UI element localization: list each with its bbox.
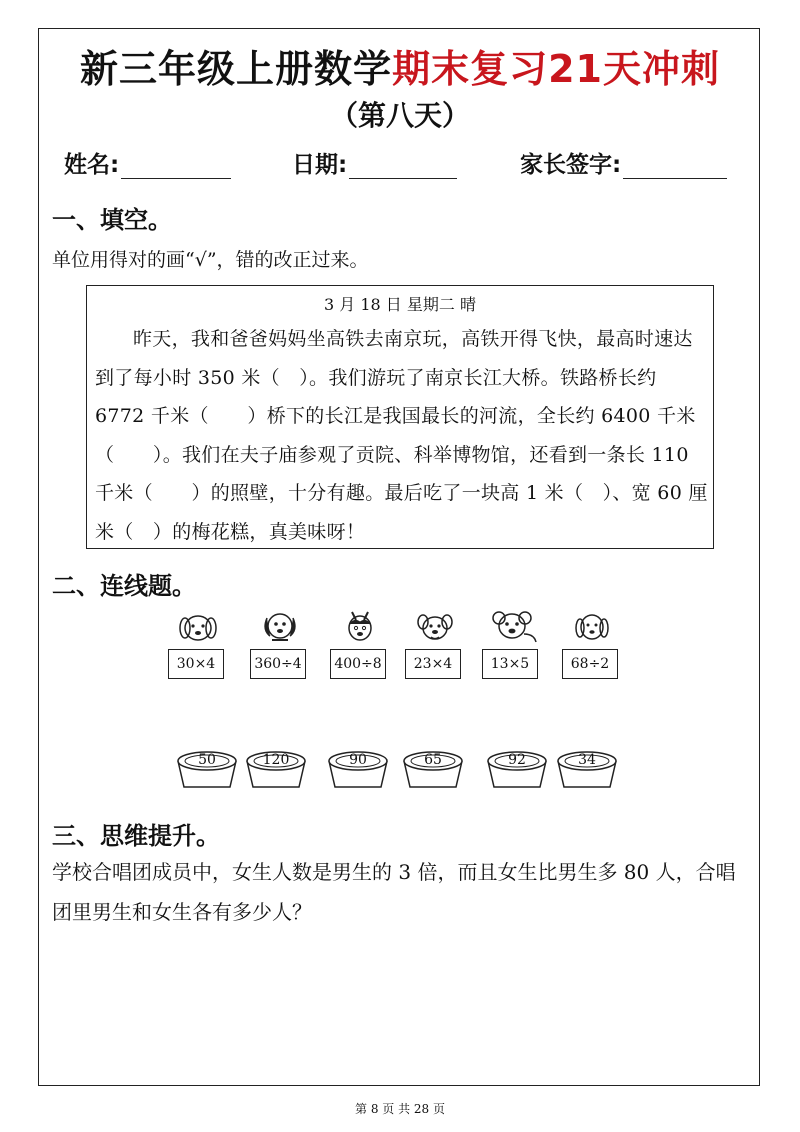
parent-signature-field[interactable] bbox=[520, 146, 727, 179]
thinking-problem: 学校合唱团成员中，女生人数是男生的 3 倍，而且女生比男生多 80 人，合唱团里男生和女生各有多少人？ bbox=[52, 860, 736, 924]
name-field[interactable] bbox=[64, 146, 231, 179]
expression-card: 23×4 bbox=[405, 649, 461, 679]
bowl-value: 34 bbox=[578, 752, 596, 768]
section-fill-blank-instruction: 单位用得对的画“√”，错的改正过来。 bbox=[52, 249, 369, 271]
expression-card: 13×5 bbox=[482, 649, 538, 679]
dog-icon bbox=[258, 604, 302, 648]
section-matching-heading: 二、连线题。 bbox=[52, 572, 196, 600]
date-field[interactable] bbox=[292, 146, 457, 179]
expression-card: 68÷2 bbox=[562, 649, 618, 679]
page-number: 第 8 页 共 28 页 bbox=[355, 1102, 445, 1116]
animal-card[interactable] bbox=[250, 604, 320, 684]
animal-row bbox=[0, 604, 800, 684]
bowl-card[interactable] bbox=[327, 749, 389, 791]
dog-icon bbox=[413, 604, 457, 648]
diary-box bbox=[86, 285, 714, 549]
name-blank[interactable] bbox=[121, 154, 231, 179]
bowl-value: 90 bbox=[349, 752, 367, 768]
name-label: 姓名: bbox=[64, 152, 120, 178]
title-highlight: 期末复习21天冲刺 bbox=[392, 47, 720, 91]
bowl-value: 120 bbox=[262, 752, 290, 768]
animal-card[interactable] bbox=[168, 604, 238, 684]
diary-paragraph: 昨天，我和爸爸妈妈坐高铁去南京玩，高铁开得飞快，最高时速达到了每小时 350 米（ ）。我们游玩了南京长江大桥。铁路桥长约 6772 千米（ ）桥下的长江是我国最长的河流，全长约 6400 千米（ ）。我们在夫子庙参观了贡院、科举博物馆，还看到一条长 110 千米（ ）的照壁，十分有趣。最后吃了一块高 1 米（ ）、宽 60 厘米（ ）的梅花糕，真美味呀！ bbox=[95, 328, 708, 543]
bowl-row bbox=[0, 749, 800, 799]
bowl-card[interactable] bbox=[245, 749, 307, 791]
dog-icon bbox=[176, 604, 220, 648]
dog-icon bbox=[338, 604, 382, 648]
bowl-value: 65 bbox=[424, 752, 442, 768]
date-blank[interactable] bbox=[349, 154, 457, 179]
dog-icon bbox=[490, 604, 540, 648]
diary-date: 3 月 18 日 星期二 晴 bbox=[324, 295, 476, 314]
expression-card: 360÷4 bbox=[250, 649, 306, 679]
animal-card[interactable] bbox=[562, 604, 632, 684]
bowl-card[interactable] bbox=[556, 749, 618, 791]
parent-signature-blank[interactable] bbox=[623, 154, 727, 179]
bowl-card[interactable] bbox=[402, 749, 464, 791]
date-label: 日期: bbox=[292, 152, 348, 178]
animal-card[interactable] bbox=[405, 604, 475, 684]
bowl-card[interactable] bbox=[176, 749, 238, 791]
bowl-card[interactable] bbox=[486, 749, 548, 791]
title-main: 新三年级上册数学 bbox=[80, 47, 393, 91]
section-thinking-heading: 三、思维提升。 bbox=[52, 822, 220, 850]
expression-card: 30×4 bbox=[168, 649, 224, 679]
page-subtitle: （第八天） bbox=[329, 99, 470, 132]
dog-icon bbox=[570, 604, 614, 648]
bowl-value: 92 bbox=[508, 752, 526, 768]
expression-card: 400÷8 bbox=[330, 649, 386, 679]
parent-signature-label: 家长签字: bbox=[520, 152, 622, 178]
section-fill-blank-heading: 一、填空。 bbox=[52, 206, 172, 234]
animal-card[interactable] bbox=[330, 604, 400, 684]
bowl-value: 50 bbox=[198, 752, 216, 768]
page-title bbox=[0, 38, 800, 93]
animal-card[interactable] bbox=[482, 604, 552, 684]
